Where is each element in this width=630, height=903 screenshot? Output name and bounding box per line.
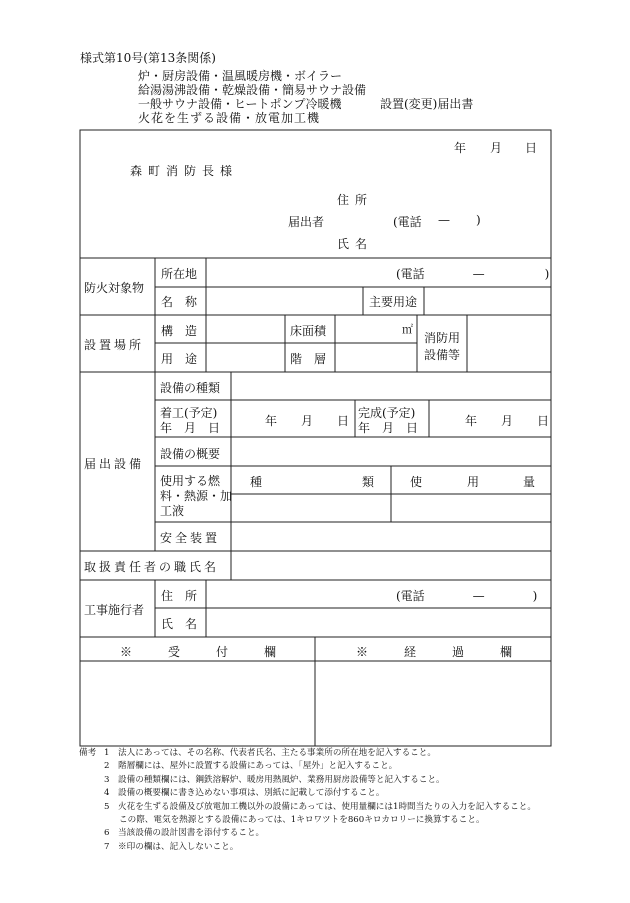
- title-line: 一般サウナ設備・ヒートポンプ冷暖機: [138, 97, 342, 111]
- fuel-usage-label: 使: [410, 475, 423, 489]
- note-item: 3 設備の種類欄には、鋼鉄溶解炉、暖房用熱風炉、業務用厨房設備等と記入すること。: [104, 774, 445, 785]
- date-month: 月: [490, 141, 503, 155]
- receipt-column: ※ 受 付 欄: [120, 645, 277, 659]
- title-suffix: 設置(変更)届出書: [380, 97, 474, 111]
- address-label: 住所: [337, 193, 374, 207]
- equipment-label: 届出設備: [84, 457, 145, 471]
- phone-label: (電話: [393, 215, 422, 229]
- notes-prefix: 備考: [79, 748, 97, 758]
- complete-date-label: 年 月 日: [358, 421, 419, 435]
- complete-label: 完成(予定): [358, 406, 416, 420]
- note-item: 1 法人にあっては、その名称、代表者氏名、主たる事業所の所在地を記入すること。: [104, 748, 436, 758]
- fire-equipment-label-2: 設備等: [424, 348, 461, 362]
- structure-label: 構 造: [161, 324, 198, 338]
- note-item: 5 火花を生ずる設備及び放電加工機以外の設備にあっては、使用量欄には1時間当たりの入力を記入すること。: [104, 801, 536, 812]
- note-item: 2 階層欄には、屋外に設置する設備にあっては、「屋外」と記入すること。: [104, 761, 398, 772]
- addressee: 森町消防長様: [130, 164, 239, 178]
- main-use-label: 主要用途: [369, 295, 418, 309]
- safety-label: 安全装置: [160, 531, 221, 545]
- floor-area-label: 床面積: [290, 324, 327, 338]
- complete-date-value: 年 月 日: [465, 414, 550, 428]
- floor-area-unit: ㎡: [402, 323, 413, 336]
- start-label: 着工(予定): [160, 406, 218, 420]
- phone-close: ): [476, 213, 481, 227]
- title-line: 給湯湯沸設備・乾燥設備・簡易サウナ設備: [138, 83, 367, 97]
- note-item: 7 ※印の欄は、記入しないこと。: [104, 841, 239, 852]
- contractor-phone: (電話 — ): [396, 589, 538, 603]
- start-date-value: 年 月 日: [265, 414, 350, 428]
- fuel-usage-label-2: 用: [467, 475, 480, 489]
- use-label: 用 途: [161, 352, 198, 366]
- form-number: 様式第10号(第13条関係): [80, 51, 216, 65]
- title-line: 火花を生ずる設備・放電加工機: [138, 111, 321, 125]
- note-item: 4 設備の概要欄に書き込めない事項は、別紙に記載して添付すること。: [104, 788, 385, 799]
- fire-equipment-label: 消防用: [424, 331, 461, 345]
- fuel-label: 使用する燃: [160, 474, 221, 488]
- phone-dash: —: [438, 213, 450, 227]
- floor-label: 階 層: [290, 352, 327, 366]
- outline-label: 設備の概要: [160, 447, 221, 461]
- contractor-address-label: 住 所: [161, 589, 198, 603]
- title-line: 炉・厨房設備・温風暖房機・ボイラー: [138, 69, 343, 83]
- start-date-label: 年 月 日: [160, 421, 221, 435]
- notifier-label: 届出者: [288, 215, 325, 229]
- fuel-usage-label-3: 量: [523, 475, 536, 489]
- notes-list: [104, 747, 536, 854]
- note-item: この際、電気を熱源とする設備にあっては、1キロワツトを860キロカロリーに換算すること。: [119, 815, 485, 826]
- location-phone: (電話 — ): [396, 267, 550, 281]
- date-day: 日: [525, 141, 538, 155]
- date-year: 年: [454, 141, 467, 155]
- install-place-label: 設置場所: [84, 338, 145, 352]
- fuel-kind-label-2: 類: [362, 475, 375, 489]
- equipment-type-label: 設備の種類: [160, 381, 221, 395]
- fire-target-label: 防火対象物: [84, 281, 145, 295]
- progress-column: ※ 経 過 欄: [356, 645, 513, 659]
- location-label: 所在地: [161, 267, 198, 281]
- note-item: 6 当該設備の設計図書を添付すること。: [104, 828, 265, 839]
- fuel-kind-label: 種: [250, 475, 263, 489]
- contractor-name-label: 氏 名: [161, 617, 198, 631]
- name-label: 氏名: [337, 237, 374, 251]
- contractor-label: 工事施行者: [84, 603, 145, 617]
- fuel-label-3: 工液: [160, 504, 185, 518]
- fuel-label-2: 料・熱源・加: [160, 489, 233, 503]
- target-name-label: 名 称: [161, 295, 198, 309]
- manager-label: 取扱責任者の職氏名: [84, 560, 220, 574]
